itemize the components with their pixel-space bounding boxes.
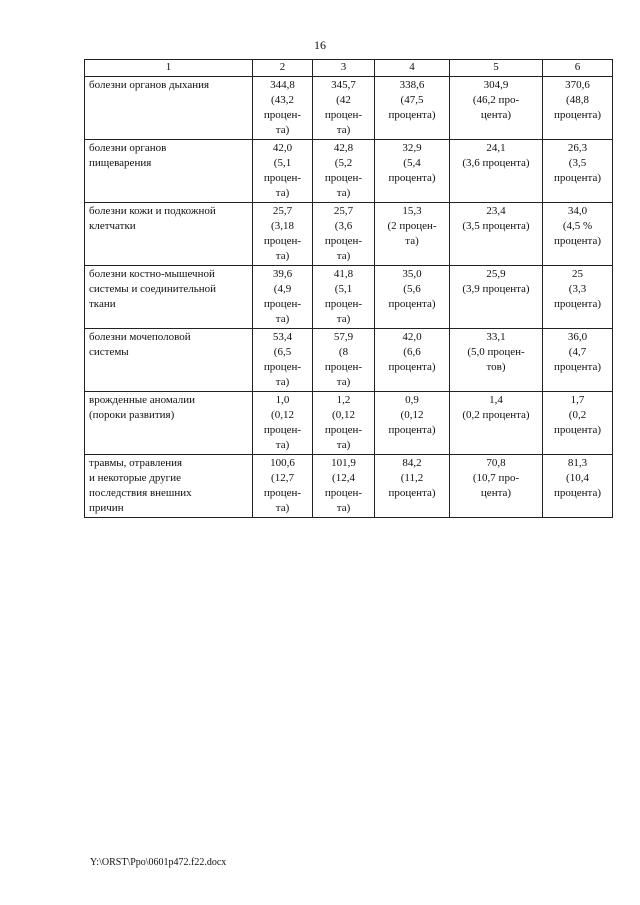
value-text-line: 100,6: [270, 457, 295, 469]
value-text-line: (4,9: [273, 283, 292, 295]
value-text-line: процен-: [263, 235, 302, 247]
value-text-line: 42,0: [402, 331, 422, 343]
value-text-line: процента): [388, 172, 436, 184]
category-text-line: (пороки развития): [89, 409, 175, 421]
value-text-line: процен-: [263, 109, 302, 121]
value-cell: [375, 140, 450, 203]
value-text-line: 344,8: [270, 79, 295, 91]
value-cell: [375, 392, 450, 455]
value-text-line: процен-: [263, 424, 302, 436]
value-cell: [543, 266, 613, 329]
table-row: [85, 77, 613, 140]
value-text-line: процен-: [324, 487, 363, 499]
value-text-line: процента): [553, 487, 602, 499]
column-header: 2: [253, 60, 313, 77]
value-cell: [313, 77, 375, 140]
value-text-line: (4,5 %: [562, 220, 593, 232]
category-text-line: травмы, отравления: [89, 457, 183, 469]
value-text-line: процен-: [324, 172, 363, 184]
value-text-line: (0,12: [400, 409, 424, 421]
value-text-line: (3,3: [568, 283, 587, 295]
value-text-line: (46,2 про-: [472, 94, 520, 106]
value-text-line: (3,5: [568, 157, 587, 169]
table-row: [85, 140, 613, 203]
data-table: [84, 59, 613, 518]
value-text-line: процен-: [263, 361, 302, 373]
table-header-row: [85, 60, 613, 77]
category-text-line: системы: [89, 346, 129, 358]
value-cell: [450, 266, 543, 329]
category-text-line: клетчатки: [89, 220, 136, 232]
disease-category-cell: [85, 266, 253, 329]
value-text-line: цента): [480, 487, 512, 499]
value-text-line: 345,7: [331, 79, 356, 91]
value-text-line: 70,8: [486, 457, 506, 469]
category-text-line: и некоторые другие: [89, 472, 181, 484]
value-text-line: (6,5: [273, 346, 292, 358]
value-text-line: процен-: [324, 361, 363, 373]
value-text-line: 25: [572, 268, 583, 280]
column-header: 6: [543, 60, 613, 77]
category-text-line: ткани: [89, 298, 116, 310]
value-text-line: (0,2: [568, 409, 587, 421]
value-cell: [313, 329, 375, 392]
value-cell: [313, 140, 375, 203]
value-cell: [450, 77, 543, 140]
value-text-line: (5,0 процен-: [467, 346, 525, 358]
value-cell: [375, 77, 450, 140]
value-text-line: (3,6 процента): [462, 157, 530, 169]
value-text-line: та): [275, 502, 290, 514]
disease-category-cell: [85, 455, 253, 518]
value-text-line: (12,4: [332, 472, 355, 484]
value-text-line: та): [336, 439, 351, 451]
category-text-line: болезни костно-мышечной: [89, 268, 215, 280]
value-text-line: (5,1: [334, 283, 353, 295]
value-cell: [253, 140, 313, 203]
value-text-line: 1,7: [570, 394, 585, 406]
value-text-line: процента): [553, 172, 602, 184]
value-text-line: процента): [553, 361, 602, 373]
disease-category-cell: [85, 392, 253, 455]
value-text-line: 23,4: [486, 205, 506, 217]
value-text-line: (3,5 процента): [462, 220, 530, 232]
value-text-line: (4,7: [568, 346, 587, 358]
category-text-line: болезни органов: [89, 142, 167, 154]
value-cell: [543, 77, 613, 140]
value-cell: [543, 455, 613, 518]
category-text-line: причин: [89, 502, 124, 514]
value-cell: [375, 266, 450, 329]
value-cell: [253, 392, 313, 455]
value-text-line: процента): [553, 424, 602, 436]
value-text-line: (48,8: [566, 94, 589, 106]
value-text-line: (0,2 процента): [462, 409, 530, 421]
value-cell: [253, 329, 313, 392]
value-text-line: процента): [388, 361, 436, 373]
value-text-line: (0,12: [332, 409, 355, 421]
footer-file-path: Y:\ORST\Ppo\0601p472.f22.docx: [90, 857, 227, 868]
column-header: 3: [313, 60, 375, 77]
value-text-line: 304,9: [483, 79, 509, 91]
value-cell: [253, 455, 313, 518]
disease-category-cell: [85, 77, 253, 140]
table-row: [85, 329, 613, 392]
value-text-line: та): [336, 124, 351, 136]
value-text-line: 101,9: [331, 457, 356, 469]
value-text-line: 84,2: [402, 457, 422, 469]
value-text-line: 0,9: [405, 394, 419, 406]
value-cell: [450, 203, 543, 266]
value-text-line: 53,4: [272, 331, 293, 343]
value-text-line: (5,6: [403, 283, 421, 295]
value-text-line: 34,0: [567, 205, 588, 217]
value-cell: [253, 203, 313, 266]
value-text-line: 39,6: [272, 268, 293, 280]
category-text-line: болезни кожи и подкожной: [89, 205, 216, 217]
value-text-line: процен-: [324, 109, 363, 121]
value-text-line: 32,9: [402, 142, 422, 154]
value-cell: [253, 266, 313, 329]
column-header: 5: [450, 60, 543, 77]
value-cell: [313, 266, 375, 329]
value-text-line: та): [275, 124, 290, 136]
value-text-line: та): [275, 439, 290, 451]
value-text-line: та): [336, 376, 351, 388]
value-text-line: 41,8: [333, 268, 354, 280]
value-text-line: 24,1: [486, 142, 506, 154]
value-text-line: процента): [388, 298, 436, 310]
value-text-line: (8: [338, 346, 349, 358]
value-text-line: 25,7: [333, 205, 354, 217]
value-cell: [543, 392, 613, 455]
table-body: [85, 77, 613, 518]
value-text-line: (5,2: [334, 157, 353, 169]
category-text-line: врожденные аномалии: [89, 394, 195, 406]
value-text-line: та): [275, 250, 290, 262]
page-number: 16: [314, 38, 326, 52]
value-text-line: та): [275, 187, 290, 199]
value-text-line: 370,6: [565, 79, 590, 91]
value-text-line: 26,3: [567, 142, 588, 154]
table-row: [85, 455, 613, 518]
value-text-line: 35,0: [402, 268, 422, 280]
value-text-line: 36,0: [567, 331, 588, 343]
value-text-line: процента): [553, 298, 602, 310]
value-text-line: (3,18: [271, 220, 294, 232]
value-text-line: процен-: [263, 172, 302, 184]
table-row: [85, 203, 613, 266]
value-text-line: 57,9: [333, 331, 354, 343]
value-cell: [543, 203, 613, 266]
value-text-line: та): [336, 250, 351, 262]
value-text-line: 15,3: [402, 205, 422, 217]
value-cell: [450, 455, 543, 518]
value-text-line: процента): [388, 424, 436, 436]
column-header: 4: [375, 60, 450, 77]
value-text-line: (12,7: [271, 472, 294, 484]
value-text-line: процента): [553, 109, 602, 121]
value-text-line: (6,6: [403, 346, 421, 358]
value-text-line: та): [275, 313, 290, 325]
value-text-line: 81,3: [567, 457, 588, 469]
value-text-line: та): [336, 502, 351, 514]
value-cell: [253, 77, 313, 140]
value-text-line: цента): [480, 109, 512, 121]
value-cell: [450, 329, 543, 392]
disease-category-cell: [85, 329, 253, 392]
value-text-line: процен-: [324, 424, 363, 436]
column-header: 1: [85, 60, 253, 77]
value-text-line: процента): [388, 487, 436, 499]
value-text-line: (10,7 про-: [472, 472, 520, 484]
disease-category-cell: [85, 203, 253, 266]
value-cell: [543, 140, 613, 203]
value-text-line: та): [336, 313, 351, 325]
value-text-line: 42,8: [333, 142, 354, 154]
value-text-line: 25,7: [272, 205, 293, 217]
value-text-line: 25,9: [486, 268, 506, 280]
value-text-line: процента): [553, 235, 602, 247]
value-text-line: 1,4: [489, 394, 503, 406]
value-text-line: (5,4: [403, 157, 421, 169]
value-cell: [543, 329, 613, 392]
category-text-line: болезни мочеполовой: [89, 331, 191, 343]
table-row: [85, 266, 613, 329]
value-cell: [375, 455, 450, 518]
value-text-line: процен-: [263, 487, 302, 499]
table-row: [85, 392, 613, 455]
category-text-line: пищеварения: [89, 157, 152, 169]
value-text-line: процента): [388, 109, 436, 121]
category-text-line: болезни органов дыхания: [89, 79, 210, 91]
value-cell: [450, 392, 543, 455]
value-text-line: (47,5: [400, 94, 424, 106]
value-text-line: (11,2: [400, 472, 424, 484]
value-text-line: (5,1: [273, 157, 292, 169]
value-cell: [375, 329, 450, 392]
value-text-line: (10,4: [566, 472, 589, 484]
value-text-line: та): [405, 235, 419, 247]
value-text-line: (0,12: [271, 409, 294, 421]
value-text-line: та): [275, 376, 290, 388]
value-text-line: 1,2: [336, 394, 351, 406]
value-text-line: процен-: [263, 298, 302, 310]
disease-category-cell: [85, 140, 253, 203]
value-cell: [313, 392, 375, 455]
value-text-line: 338,6: [399, 79, 425, 91]
value-text-line: 42,0: [272, 142, 293, 154]
value-cell: [375, 203, 450, 266]
value-text-line: (3,6: [334, 220, 353, 232]
value-text-line: (3,9 процента): [462, 283, 530, 295]
value-cell: [450, 140, 543, 203]
value-text-line: та): [336, 187, 351, 199]
value-text-line: (43,2: [271, 94, 294, 106]
value-text-line: 33,1: [486, 331, 506, 343]
value-cell: [313, 455, 375, 518]
value-text-line: (42: [336, 94, 351, 106]
value-text-line: (2 процен-: [387, 220, 437, 232]
value-text-line: процен-: [324, 235, 363, 247]
value-text-line: тов): [486, 361, 506, 373]
value-text-line: 1,0: [275, 394, 290, 406]
category-text-line: последствия внешних: [89, 487, 192, 499]
value-text-line: процен-: [324, 298, 363, 310]
category-text-line: системы и соединительной: [89, 283, 217, 295]
value-cell: [313, 203, 375, 266]
